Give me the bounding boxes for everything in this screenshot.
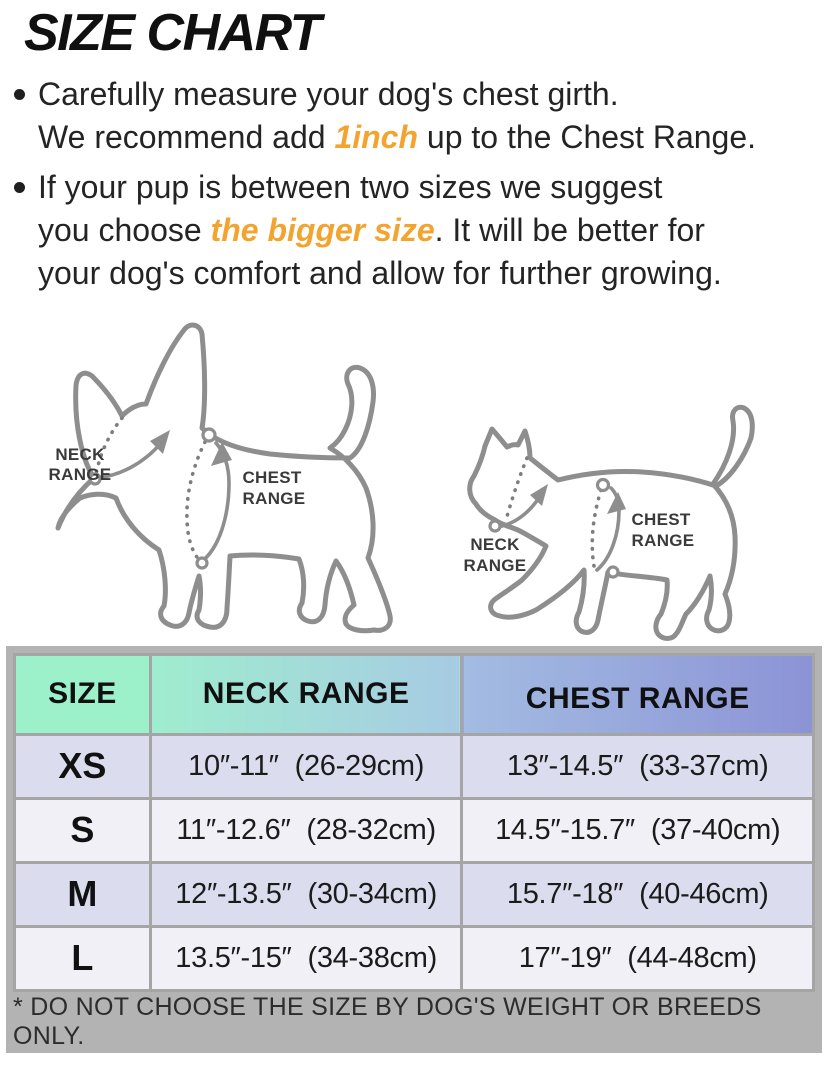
chest-cm: (40-46cm) xyxy=(639,877,769,910)
column-header-chest-range: CHEST RANGE xyxy=(462,654,814,734)
chest-inches: 15.7″-18″ xyxy=(506,877,624,910)
cat-illustration xyxy=(432,400,822,650)
chest-range-cell xyxy=(462,798,814,862)
column-header-neck-range: NECK RANGE xyxy=(150,654,462,734)
neck-cm: (28-32cm) xyxy=(306,813,436,846)
neck-range-cell xyxy=(150,862,462,926)
neck-cm: (30-34cm) xyxy=(307,877,437,910)
footnote: * DO NOT CHOOSE THE SIZE BY DOG'S WEIGHT OR BREEDS ONLY. xyxy=(13,993,762,1051)
table-row-m xyxy=(15,862,814,926)
dog-illustration xyxy=(18,302,438,642)
table-row-xs xyxy=(15,734,814,798)
dog-chest-range-label-line1: CHEST xyxy=(242,467,302,487)
bullet-dot xyxy=(14,89,25,100)
instruction-2-highlight: the bigger size xyxy=(210,211,435,248)
neck-cm: (34-38cm) xyxy=(307,941,437,974)
cat-harness-ring-back xyxy=(598,479,609,490)
instructions-list xyxy=(14,73,818,295)
column-header-size: SIZE xyxy=(15,654,151,734)
instruction-1-line-2-post: up to the Chest Range. xyxy=(418,118,757,155)
chest-cm: (44-48cm) xyxy=(627,941,757,974)
size-cell: S xyxy=(15,798,151,862)
instruction-2-line-2-pre: you choose xyxy=(38,211,211,248)
instruction-2-line-3: your dog's comfort and allow for further growing. xyxy=(38,254,722,291)
dog-neck-range-label-line2: RANGE xyxy=(48,464,112,484)
page-title: SIZE CHART xyxy=(24,4,321,62)
instruction-item-1 xyxy=(14,73,818,159)
cat-neck-range-label-line1: NECK xyxy=(470,534,520,554)
chest-range-cell xyxy=(462,734,814,798)
neck-range-cell xyxy=(150,926,462,990)
size-table-frame xyxy=(6,646,822,1053)
chest-cm: (37-40cm) xyxy=(650,813,781,846)
size-cell: M xyxy=(15,862,151,926)
dog-chest-range-label-line2: RANGE xyxy=(242,488,306,508)
cat-chest-range-label-line1: CHEST xyxy=(631,509,691,529)
neck-inches: 12″-13.5″ xyxy=(175,877,292,910)
instruction-1-line-1: Carefully measure your dog's chest girth. xyxy=(38,75,619,112)
neck-inches: 11″-12.6″ xyxy=(176,813,291,846)
neck-inches: 13.5″-15″ xyxy=(175,941,292,974)
cat-harness-ring-neck xyxy=(490,521,500,531)
cat-neck-range-label-line2: RANGE xyxy=(463,555,527,575)
instruction-1-highlight: 1inch xyxy=(334,118,419,155)
chest-range-cell xyxy=(462,926,814,990)
instruction-text-1 xyxy=(38,73,756,159)
bullet-dot xyxy=(14,182,25,193)
cat-chest-range-label-line2: RANGE xyxy=(631,530,695,550)
cat-harness-ring-chest xyxy=(608,567,618,577)
measurement-diagrams xyxy=(0,302,828,646)
table-row-l xyxy=(15,926,814,990)
instruction-2-line-2-post: . It will be better for xyxy=(434,211,705,248)
dog-harness-ring-back xyxy=(203,429,215,441)
instruction-1-line-2-pre: We recommend add xyxy=(38,118,335,155)
size-table-header-row xyxy=(15,654,814,734)
instruction-2-line-1: If your pup is between two sizes we suggest xyxy=(38,168,663,205)
chest-inches: 14.5″-15.7″ xyxy=(495,813,635,846)
neck-inches: 10″-11″ xyxy=(188,749,279,782)
neck-cm: (26-29cm) xyxy=(294,749,425,782)
dog-neck-range-label-line1: NECK xyxy=(55,444,105,464)
dog-harness-ring-chest xyxy=(197,558,207,568)
chest-range-cell xyxy=(462,862,814,926)
size-table xyxy=(13,653,815,992)
chest-inches: 17″-19″ xyxy=(518,941,612,974)
instruction-item-2 xyxy=(14,166,818,295)
table-row-s xyxy=(15,798,814,862)
neck-range-cell xyxy=(150,798,462,862)
instruction-text-2 xyxy=(38,166,722,295)
neck-range-cell xyxy=(150,734,462,798)
size-cell: XS xyxy=(15,734,151,798)
chest-cm: (33-37cm) xyxy=(639,749,769,782)
chest-inches: 13″-14.5″ xyxy=(506,749,624,782)
size-cell: L xyxy=(15,926,151,990)
